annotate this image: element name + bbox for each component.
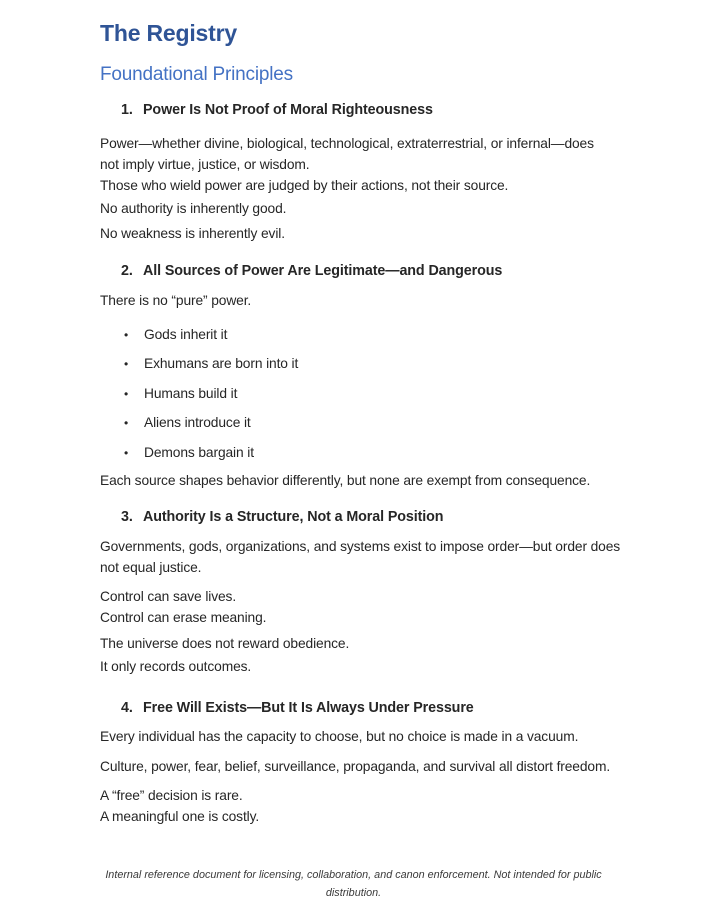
body-paragraph [100,470,590,491]
paragraph-line: A meaningful one is costly. [100,809,260,824]
body-paragraph [100,633,349,654]
bullet-icon: • [124,387,129,401]
section-4-heading [121,700,474,717]
bullet-text: Demons bargain it [144,445,254,460]
section-1-number: 1. [121,102,133,118]
section-1-heading-text: Power Is Not Proof of Moral Righteousness [143,102,433,118]
paragraph-line: The universe does not reward obedience. [100,636,350,651]
paragraph-line: Control can save lives. [100,589,237,604]
paragraph-line: There is no “pure” power. [100,293,252,308]
bullet-list-item [124,324,227,346]
bullet-icon: • [124,416,129,430]
body-paragraph [100,586,266,628]
section-2-heading [121,263,502,280]
body-paragraph [100,656,251,677]
paragraph-line: Each source shapes behavior differently, but none are exempt from consequence. [100,473,591,488]
bullet-list-item [124,442,254,464]
section-4-heading-text: Free Will Exists—But It Is Always Under Pressure [143,700,474,716]
paragraph-line: Governments, gods, organizations, and systems exist to impose order—but order does [100,539,621,554]
paragraph-line: No weakness is inherently evil. [100,226,285,241]
body-paragraph [100,785,259,827]
footer-note [0,866,707,902]
paragraph-line: not imply virtue, justice, or wisdom. [100,157,310,172]
body-paragraph [100,536,620,578]
body-paragraph [100,726,578,747]
body-paragraph [100,133,594,196]
paragraph-line: Those who wield power are judged by their actions, not their source. [100,178,509,193]
section-1-heading [121,102,433,119]
paragraph-line: Culture, power, fear, belief, surveillance, propaganda, and survival all distort freedom. [100,759,611,774]
paragraph-line: Power—whether divine, biological, technological, extraterrestrial, or infernal—does [100,136,594,151]
bullet-text: Humans build it [144,386,238,401]
bullet-icon: • [124,357,129,371]
section-3-heading [121,509,443,526]
paragraph-line: not equal justice. [100,560,202,575]
bullet-list-item [124,353,298,375]
paragraph-line: It only records outcomes. [100,659,252,674]
paragraph-line: No authority is inherently good. [100,201,287,216]
section-2-number: 2. [121,263,133,279]
bullet-icon: • [124,328,129,342]
bullet-text: Aliens introduce it [144,415,251,430]
paragraph-line: A “free” decision is rare. [100,788,243,803]
body-paragraph [100,198,286,219]
bullet-list-item [124,412,251,434]
body-paragraph [100,290,251,311]
section-2-heading-text: All Sources of Power Are Legitimate—and Dangerous [143,263,503,279]
document-title: The Registry [100,20,237,46]
body-paragraph [100,223,285,244]
section-4-number: 4. [121,700,133,716]
body-paragraph [100,756,610,777]
section-3-number: 3. [121,509,133,525]
section-3-heading-text: Authority Is a Structure, Not a Moral Position [143,509,444,525]
paragraph-line: Every individual has the capacity to choose, but no choice is made in a vacuum. [100,729,579,744]
bullet-icon: • [124,446,129,460]
bullet-list-item [124,383,237,405]
footer-line: distribution. [325,887,382,899]
bullet-text: Exhumans are born into it [144,356,299,371]
footer-line: Internal reference document for licensing, collaboration, and canon enforcement. Not intended for public [105,869,602,881]
document-subtitle: Foundational Principles [100,64,293,85]
paragraph-line: Control can erase meaning. [100,610,267,625]
bullet-text: Gods inherit it [144,327,228,342]
